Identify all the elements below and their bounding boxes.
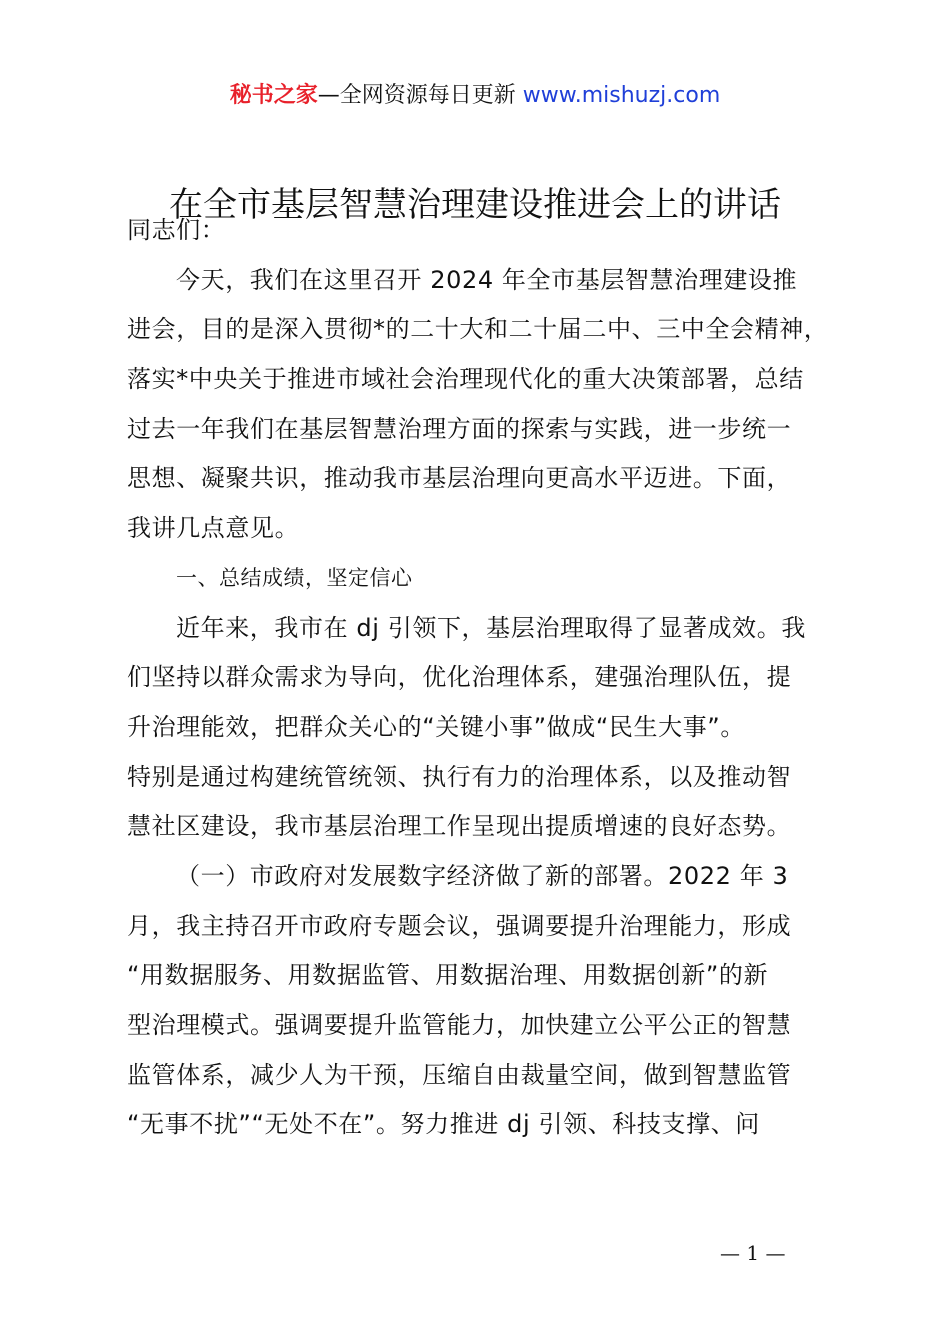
paragraph-line: 监管体系，减少人为干预，压缩自由裁量空间，做到智慧监管: [127, 1060, 792, 1089]
site-tagline: —全网资源每日更新: [317, 83, 523, 108]
paragraph-line: 们坚持以群众需求为导向，优化治理体系，建强治理队伍，提: [127, 663, 792, 692]
paragraph-line: “无事不扰”“无处不在”。努力推进 dj 引领、科技支撑、问: [127, 1110, 760, 1139]
document-body: [127, 206, 847, 1150]
document-title: 在全市基层智慧治理建设推进会上的讲话: [169, 185, 781, 225]
paragraph-line: 今天，我们在这里召开 2024 年全市基层智慧治理建设推: [176, 265, 798, 294]
paragraph-line: 型治理模式。强调要提升监管能力，加快建立公平公正的智慧: [127, 1011, 792, 1039]
site-url-link[interactable]: www.mishuzj.com: [522, 83, 721, 108]
subsection-line: （一）市政府对发展数字经济做了新的部署。2022 年 3: [176, 861, 789, 890]
paragraph-line: 我讲几点意见。: [127, 514, 300, 543]
paragraph-line: 升治理能效，把群众关心的“关键小事”做成“民生大事”。: [127, 712, 745, 741]
paragraph-line: 月，我主持召开市政府专题会议，强调要提升治理能力，形成: [127, 911, 792, 940]
paragraph-line: 落实*中央关于推进市域社会治理现代化的重大决策部署，总结: [127, 365, 804, 394]
salutation-line: 同志们：: [127, 216, 226, 244]
paragraph-line: “用数据服务、用数据监管、用数据治理、用数据创新”的新: [127, 961, 769, 990]
paragraph-line: 进会，目的是深入贯彻*的二十大和二十届二中、三中全会精神，: [127, 315, 829, 344]
page-number: — 1 —: [720, 1241, 786, 1265]
paragraph-line: 近年来，我市在 dj 引领下，基层治理取得了显著成效。我: [176, 613, 806, 642]
site-brand-name: 秘书之家: [229, 83, 318, 108]
paragraph-line: 慧社区建设，我市基层治理工作呈现出提质增速的良好态势。: [127, 812, 792, 841]
paragraph-line: 特别是通过构建统管统领、执行有力的治理体系，以及推动智: [127, 762, 792, 791]
paragraph-line: 过去一年我们在基层智慧治理方面的探索与实践，进一步统一: [127, 414, 792, 443]
section-heading: 一、总结成绩，坚定信心: [176, 565, 413, 590]
paragraph-line: 思想、凝聚共识，推动我市基层治理向更高水平迈进。下面，: [127, 464, 792, 493]
site-header-banner: [0, 80, 950, 112]
